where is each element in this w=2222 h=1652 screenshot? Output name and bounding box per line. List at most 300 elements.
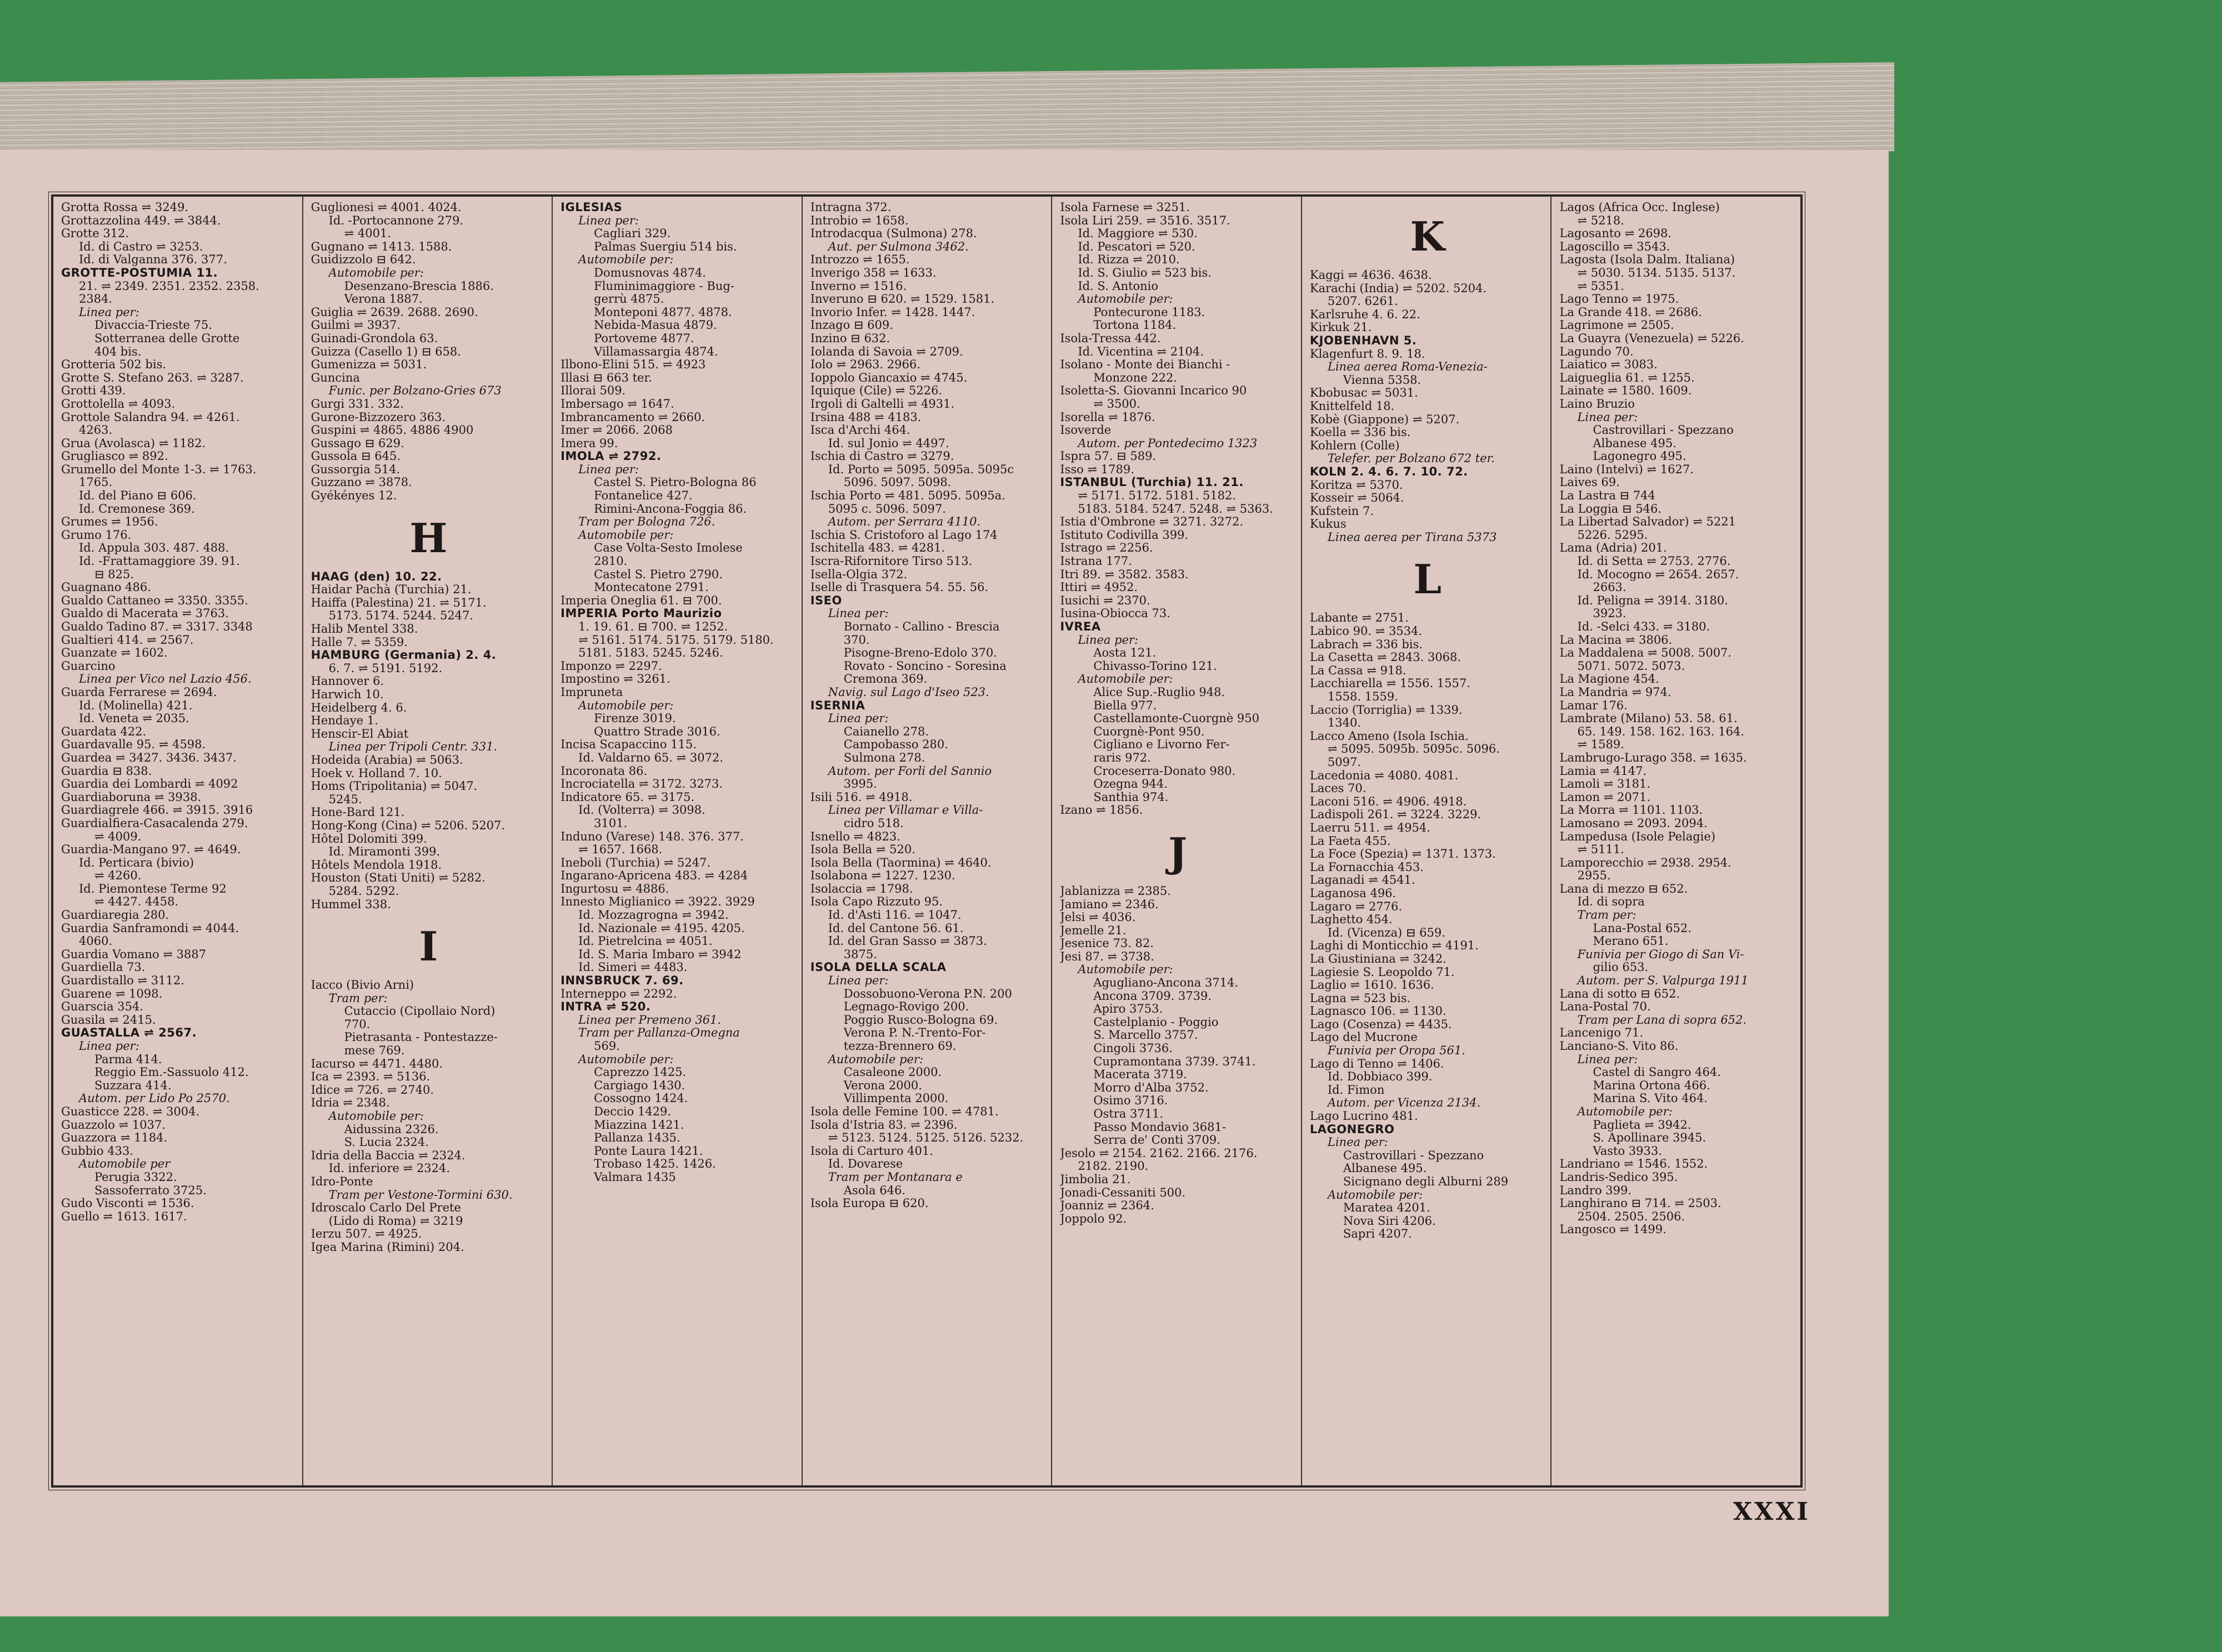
index-entry: Inzago ⊟ 609. [810,319,893,332]
index-entry: KOLN 2. 4. 6. 7. 10. 72. [1309,465,1468,478]
index-entry: Lampedusa (Isole Pelagie) [1559,830,1716,843]
index-entry: Laghi di Monticchio ⇌ 4191. [1309,939,1479,953]
index-entry: Tortona 1184. [1093,319,1177,332]
index-entry: Cupramontana 3739. 3741. [1093,1055,1256,1068]
index-entry: Lamoli ⇌ 3181. [1559,778,1650,791]
index-entry: Laerru 511. ⇌ 4954. [1309,821,1430,834]
index-entry: Lamon ⇌ 2071. [1559,790,1651,804]
index-entry: 2182. 2190. [1078,1160,1149,1173]
index-entry: Poggio Rusco-Bologna 69. [843,1013,998,1027]
index-entry: Introdacqua (Sulmona) 278. [810,227,977,241]
index-entry: Isso ⇌ 1789. [1060,463,1134,476]
index-entry: Isola-Tressa 442. [1060,332,1161,345]
index-entry: Gussago ⊟ 629. [311,437,404,450]
index-entry: Verona 2000. [843,1079,922,1092]
index-entry: Iselle di Trasquera 54. 55. 56. [810,581,989,594]
section-letter: L [1413,555,1442,603]
index-entry: Lana-Postal 70. [1559,1000,1651,1014]
index-entry: Id. Dovarese [828,1158,903,1171]
index-entry: Heidelberg 4. 6. [311,701,407,714]
index-entry: Ischia S. Cristoforo al Lago 174 [810,528,998,542]
index-entry: Ingurtosu ⇌ 4886. [560,882,669,895]
index-entry: 3923. [1593,607,1627,620]
index-entry: Autom. per Serrara 4110. [828,515,981,529]
index-entry: Id. sul Jonio ⇌ 4497. [828,437,949,450]
index-entry: Maratea 4201. [1343,1202,1430,1215]
index-entry: Guasila ⇌ 2415. [61,1013,156,1027]
index-entry: (Lido di Roma) ⇌ 3219 [328,1214,463,1228]
index-entry: Tram per Pallanza-Omegna [578,1027,740,1040]
index-entry: Id. (Vicenza) ⊟ 659. [1327,926,1445,939]
index-entry: 5181. 5183. 5245. 5246. [578,647,723,660]
index-entry: 6. 7. ⇌ 5191. 5192. [328,662,443,675]
index-column [53,197,303,1485]
index-entry: Id. del Piano ⊟ 606. [79,489,197,503]
index-entry: Lamia ⇌ 4147. [1559,764,1647,778]
index-entry: Karlsruhe 4. 6. 22. [1309,308,1420,321]
index-entry: Laganosa 496. [1309,887,1397,900]
index-entry: Ponte Laura 1421. [594,1144,703,1158]
index-entry: Lamar 176. [1559,699,1628,712]
index-entry: Guspini ⇌ 4865. 4886 4900 [311,424,474,437]
index-entry: Id. di Setta ⇌ 2753. 2776. [1577,555,1731,568]
index-entry: Guarda Ferrarese ⇌ 2694. [61,685,217,699]
index-entry: Navig. sul Lago d'Iseo 523. [828,685,989,699]
index-entry: La Morra ⇌ 1101. 1103. [1559,804,1703,817]
index-entry: 1340. [1327,717,1362,730]
index-entry: Ica ⇌ 2393. ⇌ 5136. [311,1070,431,1084]
index-entry: Albanese 495. [1343,1162,1427,1175]
index-entry: Langosco ⇌ 1499. [1559,1223,1666,1237]
index-entry: Merano 651. [1593,935,1669,948]
index-entry: Landro 399. [1559,1184,1632,1197]
index-column [1052,197,1302,1485]
index-entry: Guarscia 354. [61,1000,144,1014]
section-letter: H [409,514,448,562]
index-entry: Inverigo 358 ⇌ 1633. [810,266,937,279]
index-entry: Idria della Baccia ⇌ 2324. [311,1149,466,1162]
index-entry: 2810. [594,555,628,568]
index-entry: Inverno ⇌ 1516. [810,279,907,293]
index-entry: Guilmi ⇌ 3937. [311,319,401,332]
index-entry: Id. Nazionale ⇌ 4195. 4205. [578,922,745,935]
index-entry: Henscir-El Abiat [311,727,409,740]
index-entry: ⊟ 825. [94,568,134,581]
index-entry: Id. d'Asti 116. ⇌ 1047. [828,909,962,922]
index-entry: Grotteria 502 bis. [61,358,167,372]
index-entry: Lanciano-S. Vito 86. [1559,1040,1679,1053]
index-entry: Automobile per: [1577,1105,1673,1118]
index-entry: Guardea ⇌ 3427. 3436. 3437. [61,751,237,764]
index-entry: Impostino ⇌ 3261. [560,673,670,686]
index-entry: Ozegna 944. [1093,778,1168,791]
index-entry: Portoveme 4877. [594,332,694,345]
index-entry: Laghetto 454. [1309,913,1393,927]
index-entry: Iolanda di Savoia ⇌ 2709. [810,345,963,358]
index-entry: Laglio ⇌ 1610. 1636. [1309,979,1434,992]
index-entry: Jablanizza ⇌ 2385. [1060,884,1171,898]
index-entry: Lama (Adria) 201. [1559,542,1667,555]
index-entry: ⇌ 3500. [1093,397,1140,411]
index-entry: Lago (Cosenza) ⇌ 4435. [1309,1018,1452,1031]
index-entry: Isca d'Archi 464. [810,424,910,437]
index-entry: Linea per: [1327,1136,1388,1149]
index-entry: GUASTALLA ⇌ 2567. [61,1027,197,1040]
index-entry: Lagonegro 495. [1593,450,1686,463]
index-entry: mese 769. [344,1044,405,1058]
index-entry: Gussola ⊟ 645. [311,450,401,463]
index-entry: Incisa Scapaccino 115. [560,738,697,752]
index-column [553,197,803,1485]
index-entry: Kosseir ⇌ 5064. [1309,492,1404,505]
index-entry: 5097. [1327,756,1362,769]
index-entry: La Casetta ⇌ 2843. 3068. [1309,651,1462,664]
index-entry: Hummel 338. [311,898,391,911]
index-entry: Autom. per Pontedecimo 1323 [1078,437,1258,450]
index-entry: Castel S. Pietro-Bologna 86 [594,476,757,489]
index-entry: Castelplanio - Poggio [1093,1015,1219,1029]
index-entry: S. Lucia 2324. [344,1136,429,1149]
index-entry: Lambrugo-Lurago 358. ⇌ 1635. [1559,751,1747,764]
index-entry: Guardata 422. [61,725,147,738]
index-entry: Isola Liri 259. ⇌ 3516. 3517. [1060,214,1230,227]
index-entry: 5071. 5072. 5073. [1577,659,1685,673]
index-entry: Cutaccio (Cipollaio Nord) [344,1005,496,1018]
index-entry: Gyékényes 12. [311,489,397,503]
index-entry: Iacco (Bivio Arni) [311,979,414,992]
index-entry: Lago di Tenno ⇌ 1406. [1309,1057,1444,1070]
index-entry: Sulmona 278. [843,751,925,764]
index-entry: Hendaye 1. [311,714,378,728]
index-entry: 3875. [843,948,877,961]
index-entry: Cagliari 329. [594,227,671,241]
index-entry: Ittiri ⇌ 4952. [1060,581,1138,594]
index-entry: 65. 149. 158. 162. 163. 164. [1577,725,1745,738]
index-entry: Ineboli (Turchia) ⇌ 5247. [560,856,711,869]
index-entry: Laigueglia 61. ⇌ 1255. [1559,371,1695,384]
index-entry: tezza-Brennero 69. [843,1040,957,1053]
index-entry: 2663. [1593,581,1627,594]
index-entry: Igea Marina (Rimini) 204. [311,1240,464,1254]
index-entry: Cossogno 1424. [594,1092,688,1105]
index-entry: S. Apollinare 3945. [1593,1132,1706,1145]
index-entry: Isola Bella ⇌ 520. [810,843,915,857]
index-entry: Linea per: [79,1040,139,1053]
index-entry: Linea per Villamar e Villa- [828,804,983,817]
index-entry: Lana di sotto ⊟ 652. [1559,987,1680,1000]
index-entry: Grotte S. Stefano 263. ⇌ 3287. [61,371,244,384]
index-entry: Tram per Vestone-Tormini 630. [328,1188,513,1202]
index-entry: Grua (Avolasca) ⇌ 1182. [61,437,206,450]
index-entry: Funivia per Oropa 561. [1327,1044,1465,1058]
index-entry: Guanzate ⇌ 1602. [61,647,168,660]
index-entry: 5095 c. 5096. 5097. [828,502,946,515]
index-entry: Firenze 3019. [594,712,676,725]
index-entry: Irgoli di Galtelli ⇌ 4931. [810,397,955,411]
index-entry: ⇌ 5111. [1577,843,1624,857]
index-entry: Caianello 278. [843,725,929,738]
index-column [1302,197,1552,1485]
index-entry: Lagos (Africa Occ. Inglese) [1559,201,1720,214]
index-entry: S. Marcello 3757. [1093,1029,1198,1042]
index-entry: Grottolella ⇌ 4093. [61,397,176,411]
index-entry: Palmas Suergiu 514 bis. [594,240,737,253]
index-entry: Automobile per: [1078,963,1173,977]
index-entry: Irsina 488 ⇌ 4183. [810,411,922,424]
index-entry: Sicignano degli Alburni 289 [1343,1175,1509,1188]
index-entry: Tram per Lana di sopra 652. [1577,1013,1747,1027]
index-entry: La Cassa ⇌ 918. [1309,664,1407,677]
index-entry: Gugnano ⇌ 1413. 1588. [311,240,452,253]
index-entry: GROTTE-POSTUMIA 11. [61,266,218,279]
index-entry: Ilbono-Elini 515. ⇌ 4923 [560,358,706,372]
index-entry: Hannover 6. [311,675,384,688]
index-entry: Divaccia-Trieste 75. [94,319,212,332]
index-entry: 2384. [79,293,113,306]
index-entry: Guagnano 486. [61,581,151,594]
index-entry: Castrovillari - Spezzano [1343,1149,1484,1162]
index-entry: Domusnovas 4874. [594,266,706,279]
index-entry: 1. 19. 61. ⊟ 700. ⇌ 1252. [578,620,728,633]
index-entry: Tram per Bologna 726. [578,515,715,529]
index-entry: Lagiesie S. Leopoldo 71. [1309,965,1455,979]
index-entry: Automobile per: [328,266,424,279]
index-entry: Laccio (Torriglia) ⇌ 1339. [1309,703,1463,717]
index-entry: Montecatone 2791. [594,581,709,594]
index-entry: Laganadi ⇌ 4541. [1309,874,1415,887]
index-entry: Iusina-Obiocca 73. [1060,607,1170,620]
index-entry: 1558. 1559. [1327,690,1398,704]
index-entry: 5245. [328,793,362,806]
section-letter: K [1410,213,1445,260]
index-entry: Istrago ⇌ 2256. [1060,542,1153,555]
index-entry: Pontecurone 1183. [1093,306,1205,319]
index-entry: Monteponi 4877. 4878. [594,306,732,319]
index-entry: Linea per: [578,214,639,227]
index-entry: Grumello del Monte 1-3. ⇌ 1763. [61,463,257,476]
index-entry: gerrù 4875. [594,293,664,306]
index-entry: Albanese 495. [1593,437,1676,450]
index-entry: ⇌ 4009. [94,830,142,843]
index-entry: 5284. 5292. [328,884,399,898]
index-entry: Grottole Salandra 94. ⇌ 4261. [61,411,240,424]
index-entry: Lacedonia ⇌ 4080. 4081. [1309,769,1459,782]
index-entry: ISOLA DELLA SCALA [810,961,947,974]
index-entry: INTRA ⇌ 520. [560,1000,651,1014]
index-entry: Lagaro ⇌ 2776. [1309,900,1403,913]
index-entry: Gualdo Tadino 87. ⇌ 3317. 3348 [61,620,253,633]
index-entry: Istituto Codivilla 399. [1060,528,1189,542]
index-entry: Grumes ⇌ 1956. [61,515,158,529]
index-entry: Id. Porto ⇌ 5095. 5095a. 5095c [828,463,1014,476]
index-entry: Labrach ⇌ 336 bis. [1309,638,1423,651]
index-entry: Serra de' Conti 3709. [1093,1134,1220,1147]
index-entry: ISEO [810,594,842,607]
index-entry: Autom. per Lido Po 2570. [79,1092,230,1105]
index-entry: La Loggia ⊟ 546. [1559,502,1662,515]
index-entry: Pallanza 1435. [594,1132,680,1145]
index-entry: Aut. per Sulmona 3462. [828,240,969,253]
index-entry: ⇌ 4427. 4458. [94,895,179,909]
index-entry: 4060. [79,935,113,948]
index-entry: Id. Veneta ⇌ 2035. [79,712,189,725]
index-entry: Lagna ⇌ 523 bis. [1309,992,1411,1005]
index-entry: Ladispoli 261. ⇌ 3224. 3229. [1309,808,1482,822]
index-entry: Isorella ⇌ 1876. [1060,411,1155,424]
index-entry: Automobile per: [1327,1188,1423,1202]
index-column [803,197,1053,1485]
index-entry: Automobile per: [578,1053,674,1066]
index-entry: KJOBENHAVN 5. [1309,334,1417,347]
index-entry: Morro d'Alba 3752. [1093,1081,1209,1094]
index-entry: Marina Ortona 466. [1593,1079,1710,1092]
index-entry: Rimini-Ancona-Foggia 86. [594,502,747,515]
index-entry: Lacco Ameno (Isola Ischia. [1309,729,1469,743]
index-entry: La Fornacchia 453. [1309,860,1424,874]
index-entry: Tram per Montanara e [828,1170,963,1184]
index-entry: Automobile per: [1078,673,1173,686]
index-entry: Guello ⇌ 1613. 1617. [61,1210,187,1223]
index-entry: Interneppo ⇌ 2292. [560,987,677,1000]
index-entry: Isolabona ⇌ 1227. 1230. [810,869,955,883]
index-entry: Campobasso 280. [843,738,948,752]
index-entry: Dossobuono-Verona P.N. 200 [843,987,1012,1000]
index-entry: Lainate ⇌ 1580. 1609. [1559,384,1692,398]
index-entry: 569. [594,1040,620,1053]
index-entry: Suzzara 414. [94,1079,172,1092]
index-entry: 2955. [1577,869,1611,883]
index-entry: Id. Piemontese Terme 92 [79,882,227,895]
index-entry: Guardavalle 95. ⇌ 4598. [61,738,206,752]
index-entry: Ischitella 483. ⇌ 4281. [810,542,945,555]
index-entry: gilio 653. [1593,961,1649,974]
index-entry: Imbersago ⇌ 1647. [560,397,674,411]
index-entry: Telefer. per Bolzano 672 ter. [1327,452,1495,465]
index-entry: 21. ⇌ 2349. 2351. 2352. 2358. [79,279,259,293]
index-entry: La Lastra ⊟ 744 [1559,489,1655,503]
index-entry: Cremona 369. [843,673,928,686]
index-entry: Id. Peligna ⇌ 3914. 3180. [1577,594,1728,607]
index-entry: Linea per: [828,712,889,725]
index-entry: Nebida-Masua 4879. [594,319,717,332]
index-column [303,197,553,1485]
index-entry: Isnello ⇌ 4823. [810,830,900,843]
index-entry: Id. Pescatori ⇌ 520. [1078,240,1195,253]
index-entry: Imera 99. [560,437,618,450]
index-entry: Iacurso ⇌ 4471. 4480. [311,1057,443,1070]
index-entry: Castrovillari - Spezzano [1593,424,1734,437]
index-entry: Jemelle 21. [1060,924,1127,937]
index-entry: Grottazzolina 449. ⇌ 3844. [61,214,221,227]
index-entry: Legnago-Rovigo 200. [843,1000,969,1014]
index-entry: Autom. per Vicenza 2134. [1327,1097,1481,1110]
index-entry: Guardia dei Lombardi ⇌ 4092 [61,778,238,791]
index-entry: Halle 7. ⇌ 5359. [311,635,408,649]
index-entry: Indicatore 65. ⇌ 3175. [560,790,695,804]
index-entry: Villamassargia 4874. [594,345,718,358]
index-entry: 5183. 5184. 5247. 5248. ⇌ 5363. [1078,502,1273,515]
index-entry: ISTANBUL (Turchia) 11. 21. [1060,476,1244,489]
index-entry: Incrociatella ⇌ 3172. 3273. [560,778,723,791]
index-entry: ⇌ 5161. 5174. 5175. 5179. 5180. [578,633,774,647]
index-entry: HAMBURG (Germania) 2. 4. [311,649,497,662]
index-entry: Id. di sopra [1577,895,1645,909]
index-entry: Idria ⇌ 2348. [311,1097,390,1110]
index-entry: Apiro 3753. [1093,1003,1163,1016]
index-entry: Grotte 312. [61,227,129,241]
index-entry: Cigliano e Livorno Fer- [1093,738,1230,752]
index-entry: Inzino ⊟ 632. [810,332,890,345]
index-entry: Id. Rizza ⇌ 2010. [1078,253,1180,267]
index-entry: Lana di mezzo ⊟ 652. [1559,882,1688,895]
index-entry: Gualdo di Macerata ⇌ 3763. [61,607,229,620]
index-entry: Guardiagrele 466. ⇌ 3915. 3916 [61,804,253,817]
index-entry: 2504. 2505. 2506. [1577,1210,1685,1223]
index-entry: Linea per: [1577,411,1638,424]
index-entry: Id. Appula 303. 487. 488. [79,542,229,555]
index-entry: Santhia 974. [1093,790,1169,804]
index-entry: Funivia per Giogo di San Vi- [1577,948,1744,961]
index-entry: Castel S. Pietro 2790. [594,568,723,581]
index-entry: Isola di Carturo 401. [810,1144,933,1158]
index-entry: Istia d'Ombrone ⇌ 3271. 3272. [1060,515,1244,529]
index-entry: Hôtels Mendola 1918. [311,858,442,872]
index-entry: Langhirano ⊟ 714. ⇌ 2503. [1559,1197,1721,1210]
index-entry: Hôtel Dolomiti 399. [311,832,427,845]
index-entry: Lancenigo 71. [1559,1027,1644,1040]
index-entry: Quattro Strade 3016. [594,725,720,738]
index-entry: Ancona 3709. 3739. [1093,989,1212,1003]
index-entry: HAAG (den) 10. 22. [311,570,442,583]
section-letter: I [419,923,438,970]
index-entry: Lamosano ⇌ 2093. 2094. [1559,817,1708,830]
index-entry: Pisogne-Breno-Edolo 370. [843,647,997,660]
index-entry: Id. Fimon [1327,1083,1385,1097]
index-entry: Passo Mondavio 3681- [1093,1120,1226,1134]
index-entry: IVREA [1060,620,1101,633]
index-entry: Guardialfiera-Casacalenda 279. [61,817,248,830]
index-entry: Idice ⇌ 726. ⇌ 2740. [311,1083,434,1097]
index-entry: Laiatico ⇌ 3083. [1559,358,1658,372]
index-entry: Macerata 3719. [1093,1068,1187,1082]
index-entry: Induno (Varese) 148. 376. 377. [560,830,744,843]
index-entry: Gudo Visconti ⇌ 1536. [61,1197,194,1210]
index-entry: 770. [344,1018,371,1031]
index-entry: Linea per: [578,463,639,476]
index-entry: Guardia Vomano ⇌ 3887 [61,948,207,961]
index-entry: Kirkuk 21. [1309,321,1372,334]
index-entry: ⇌ 4001. [344,227,391,241]
index-entry: Kufstein 7. [1309,504,1374,518]
index-entry: Joanniz ⇌ 2364. [1060,1199,1154,1213]
index-entry: Incoronata 86. [560,764,648,778]
index-entry: Valmara 1435 [594,1170,676,1184]
index-entry: Ischia Porto ⇌ 481. 5095. 5095a. [810,489,1005,503]
index-entry: Sotterranea delle Grotte [94,332,240,345]
index-entry: La Mandria ⇌ 974. [1559,685,1671,699]
index-entry: Id. Maggiore ⇌ 530. [1078,227,1198,241]
index-entry: Guasticce 228. ⇌ 3004. [61,1105,200,1118]
index-entry: Koella ⇌ 336 bis. [1309,426,1411,439]
index-entry: Kaggi ⇌ 4636. 4638. [1309,269,1432,282]
index-entry: Guardia ⊟ 838. [61,764,152,778]
index-entry: Isola Bella (Taormina) ⇌ 4640. [810,856,992,869]
index-entry: Kukus [1309,518,1347,531]
index-entry: ⇌ 1589. [1577,738,1624,752]
index-entry: Jamiano ⇌ 2346. [1060,898,1159,911]
index-entry: Lagundo 70. [1559,345,1634,358]
index-entry: Verona P. N.-Trento-For- [843,1027,986,1040]
